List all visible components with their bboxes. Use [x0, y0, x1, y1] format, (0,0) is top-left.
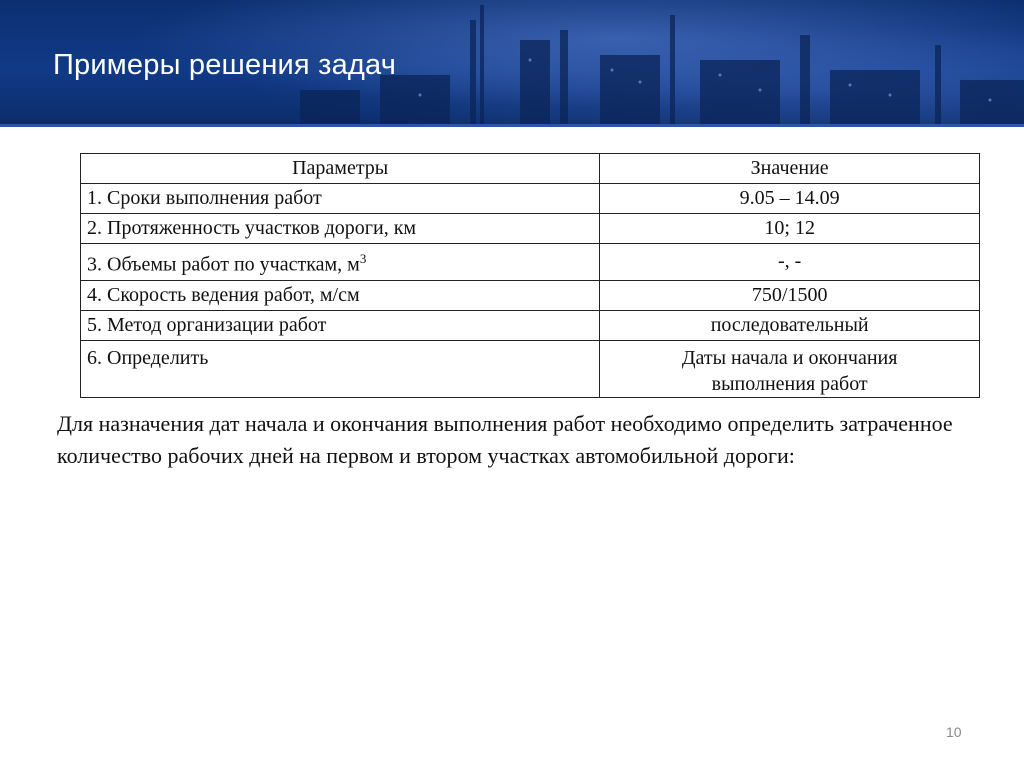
param-text: 3. Объемы работ по участкам, м — [87, 253, 360, 276]
value-line: выполнения работ — [711, 372, 868, 395]
slide-title: Примеры решения задач — [53, 49, 397, 81]
param-cell — [81, 244, 600, 281]
column-header-parameters: Параметры — [81, 154, 600, 184]
value-cell: последовательный — [600, 310, 980, 340]
header-divider — [0, 124, 1024, 127]
value-line: Даты начала и окончания — [681, 346, 898, 369]
value-cell: 9.05 – 14.09 — [600, 184, 980, 214]
value-cell — [600, 340, 980, 397]
param-cell: 4. Скорость ведения работ, м/см — [81, 280, 600, 310]
table-row — [81, 280, 980, 310]
value-cell: 10; 12 — [600, 214, 980, 244]
param-cell: 6. Определить — [81, 340, 600, 397]
body-paragraph: Для назначения дат начала и окончания выполнения работ необходимо определить затраченное количество рабочих дней на первом и втором участках автомобильной дороги: — [57, 411, 953, 468]
table-row — [81, 244, 980, 281]
value-cell: -, - — [600, 244, 980, 281]
slide-header — [0, 0, 1024, 127]
column-header-value: Значение — [600, 154, 980, 184]
parameters-table — [80, 153, 980, 398]
superscript: 3 — [359, 251, 367, 266]
table-row — [81, 310, 980, 340]
param-cell: 5. Метод организации работ — [81, 310, 600, 340]
table-header-row — [81, 154, 980, 184]
value-cell: 750/1500 — [600, 280, 980, 310]
table-row — [81, 184, 980, 214]
table-row — [81, 340, 980, 397]
param-cell: 1. Сроки выполнения работ — [81, 184, 600, 214]
param-cell: 2. Протяженность участков дороги, км — [81, 214, 600, 244]
page-number: 10 — [946, 724, 962, 740]
table-row — [81, 214, 980, 244]
